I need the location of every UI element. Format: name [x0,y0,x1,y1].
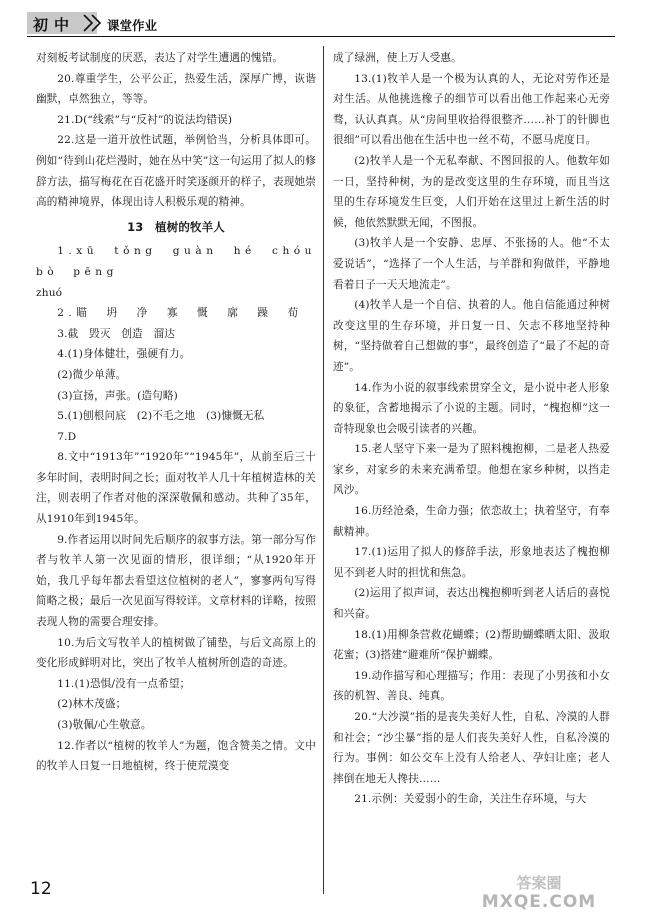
watermark-top-text: 答案圈 [516,874,562,892]
answer-14: 14.作为小说的叙事线索贯穿全文，是小说中老人形象的象征，含蓄地揭示了小说的主题。同时，“槐抱柳”这一奇特现象也会吸引读者的兴趣。 [333,381,610,435]
header-rule [27,36,615,37]
answer-4-2: (2)微少单薄。 [57,368,127,381]
answer-13-1: 13.(1)牧羊人是一个极为认真的人，无论对劳作还是对生活。从他挑选橡子的细节可以看出他工作起来心无旁骛，认认真真。从“房间里收拾得很整齐……补丁的针脚也很细”可以看出他在生活中也一丝不苟，不愿马虎度日。 [333,72,610,147]
answer-15: 15.老人坚守下来一是为了照料槐抱柳，二是老人热爱家乡，对家乡的未来充满希望。他想在家乡种树，以挡走风沙。 [333,443,610,497]
answer-13-4: (4)牧羊人是一个自信、执着的人。他自信能通过种树改变这里的生存环境，并日复一日、矢志不移地坚持种树，“坚持做着自己想做的事”，最终创造了“最了不起的奇迹”。 [333,299,610,373]
answer-9: 9.作者运用以时间先后顺序的叙事方法。第一部分写作者与牧羊人第一次见面的情形，很详细；“从1920年开始，我几乎每年都去看望这位植树的老人”，寥寥两句写得简略之极；最后一次见面写得较详。文章材料的详略，按照表现人物的需要合理安排。 [36,533,316,629]
answer-20: 20.尊重学生，公平公正，热爱生活，深厚广博，诙谐幽默，卓然独立，等等。 [36,72,316,106]
answer-2: 2.瞄 坍 净 寡 慨 廓 躁 荀 [57,307,303,320]
answer-20: 20.“大沙漠”指的是丧失美好人性，自私、冷漠的人群和社会；“沙尘暴”指的是人们丧失美好人性，自私冷漠的行为。事例：如公交车上没有人给老人、孕妇让座；老人摔倒在地无人搀扶…… [333,711,610,785]
answer-8: 8.文中“1913年”“1920年”“1945年”，从前至后三十多年时间，表明时间之长；面对牧羊人几十年植树造林的关注，则表明了作者对他的深深敬佩和感动。共种了35年，从1910年到1945年。 [36,451,316,526]
answer-4-3: (3)宣扬，声张。(造句略) [57,389,178,402]
answer-4-1: 4.(1)身体健壮，强硬有力。 [57,348,191,361]
answer-11-2: (2)林木茂盛； [57,698,127,711]
answer-3: 3.截 毁灭 创造 溜达 [57,327,176,340]
answer-13-2: (2)牧羊人是一个无私奉献、不图回报的人。他数年如一日，坚持种树，为的是改变这里的生存环境，而且当这里的生存环境发生巨变，人们开始在这里过上新生活的时候，他依然默默无闻，不图报。 [333,154,610,229]
answer-18: 18.(1)用柳条营救花蝴蝶；(2)帮助蝴蝶晒太阳、汲取花蜜；(3)搭建“避难所”保护蝴蝶。 [333,628,610,662]
answer-22: 22.这是一道开放性试题，举例恰当，分析具体即可。例如“待到山花烂漫时，她在丛中笑”这一句运用了拟人的修辞方法，描写梅花在百花盛开时笑逐颜开的样子，表现她崇高的精神境界，体现出诗人积极乐观的精神。 [36,134,316,209]
answer-17-2: (2)运用了拟声词，表达出槐抱柳听到老人话后的喜悦和兴奋。 [333,587,610,621]
right-column [333,48,610,810]
answer-19: 19.动作描写和心理描写；作用：表现了小男孩和小女孩的机智、善良、纯真。 [333,669,610,703]
watermark-bottom-text: MXQE.COM [481,892,597,910]
answer-17-1: 17.(1)运用了拟人的修辞手法，形象地表达了槐抱柳见不到老人时的担忧和焦急。 [333,546,610,579]
answer-text: 对刻板考试制度的厌恶，表达了对学生遭遇的愧错。 [36,52,284,64]
answer-10: 10.为后文写牧羊人的植树做了铺垫，与后文高原上的变化形成鲜明对比，突出了牧羊人植树所创造的奇迹。 [36,636,316,670]
column-divider [323,46,324,894]
left-column [36,48,332,777]
answer-12: 12.作者以“植树的牧羊人”为题，饱含赞美之情。文中的牧羊人日复一日地植树，终于使荒漠变 [36,739,316,773]
answer-16: 16.历经沧桑，生命力强；依恋故土；执着坚守，有奉献精神。 [333,505,610,538]
double-chevron-icon [82,13,104,33]
answer-7: 7.D [57,430,77,443]
answer-21: 21.D(“线索”与“反衬”的说法均错误) [57,113,233,126]
header-title: 初中 [33,16,76,34]
header-subtitle: 课堂作业 [107,18,158,33]
section-title: 13 植树的牧羊人 [127,219,225,234]
answer-1-pinyin-cont: zhuó [36,286,63,299]
answer-1-pinyin: 1.xū tǒng guàn hé chóu bò pēng [36,245,332,278]
page-number: 12 [30,879,52,899]
answer-21: 21.示例：关爱弱小的生命，关注生存环境，与大 [354,793,587,806]
watermark-logo [461,872,611,910]
page-header [0,10,647,40]
answer-13-3: (3)牧羊人是一个安静、忠厚、不张扬的人。他“不太爱说话”，“选择了一个人生活，与羊群和狗做伴，平静地看着日子一天天地流走”。 [333,237,610,291]
answer-5: 5.(1)刨根问底 (2)不毛之地 (3)慷慨无私 [57,410,265,423]
answer-11-1: 11.(1)恐惧/没有一点希望； [57,677,191,690]
answer-11-3: (3)敬佩/心生敬意。 [57,719,152,731]
answer-12-cont: 成了绿洲，使上万人受惠。 [333,52,462,64]
